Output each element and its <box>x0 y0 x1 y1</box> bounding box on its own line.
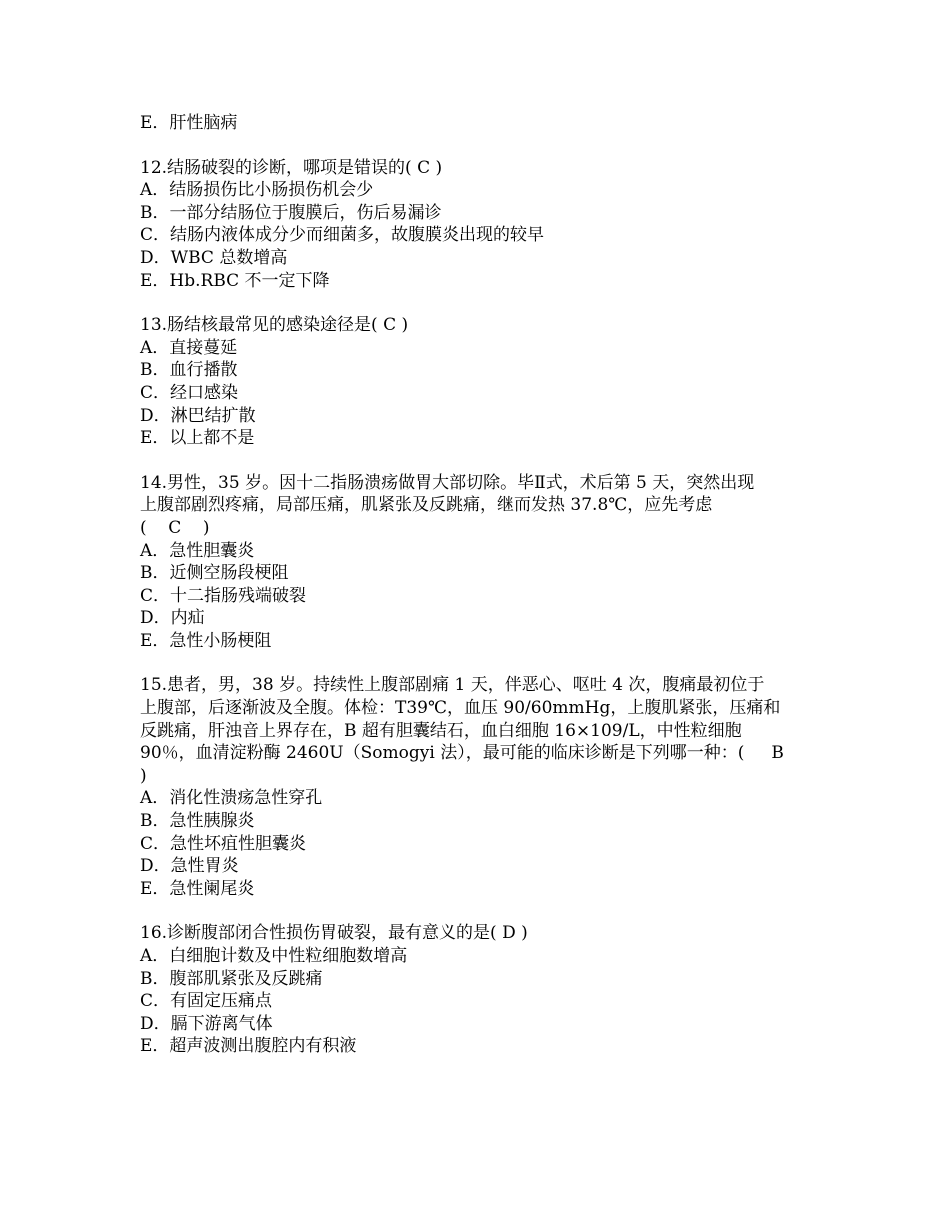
option-e: E．肝性脑病 <box>140 113 238 133</box>
option-a: A．直接蔓延 <box>140 337 238 358</box>
question-stem: 16.诊断腹部闭合性损伤胃破裂，最有意义的是( D ) <box>140 923 528 944</box>
option-d: D．急性胃炎 <box>140 856 239 877</box>
question-stem-line: 上腹部剧烈疼痛，局部压痛，肌紧张及反跳痛，继而发热 37.8℃，应先考虑 <box>140 495 713 516</box>
option-c: C．十二指肠残端破裂 <box>140 585 307 606</box>
option-b: B．腹部肌紧张及反跳痛 <box>140 968 323 989</box>
question-stem-line: 上腹部，后逐渐波及全腹。体检：T39℃，血压 90/60mmHg，上腹肌紧张，压痛和 <box>140 698 781 719</box>
option-list <box>140 540 812 653</box>
option-b: B．一部分结肠位于腹膜后，伤后易漏诊 <box>140 202 442 223</box>
option-d: D．内疝 <box>140 608 205 629</box>
question-stem-line: 反跳痛，肝浊音上界存在，B 超有胆囊结石，血白细胞 16×109/L，中性粒细胞 <box>140 720 742 741</box>
option-d: D．淋巴结扩散 <box>140 405 256 426</box>
option-a: A．消化性溃疡急性穿孔 <box>140 788 323 809</box>
question-stem-line: 14.男性，35 岁。因十二指肠溃疡做胃大部切除。毕Ⅱ式，术后第 5 天，突然出现 <box>140 472 755 493</box>
question-stem: 12.结肠破裂的诊断，哪项是错误的( C ) <box>140 157 443 178</box>
option-list <box>140 337 812 450</box>
option-a: A．白细胞计数及中性粒细胞数增高 <box>140 946 408 966</box>
question-13 <box>140 314 812 450</box>
option-a: A．结肠损伤比小肠损伤机会少 <box>140 180 374 201</box>
question-16 <box>140 922 812 1058</box>
option-e: E．以上都不是 <box>140 428 255 449</box>
question-stem-line: 15.患者，男，38 岁。持续性上腹部剧痛 1 天，伴恶心、呕吐 4 次，腹痛最初位于 <box>140 675 765 696</box>
question-stem: 13.肠结核最常见的感染途径是( C ) <box>140 315 409 336</box>
question-12 <box>140 157 812 293</box>
option-b: B．近侧空肠段梗阻 <box>140 563 289 584</box>
option-d: D．膈下游离气体 <box>140 1013 273 1034</box>
option-list <box>140 179 812 292</box>
option-e: E．急性小肠梗阻 <box>140 630 272 651</box>
question-11-tail <box>140 112 812 135</box>
option-c: C．有固定压痛点 <box>140 991 273 1012</box>
question-stem-line: ( C ) <box>140 517 210 538</box>
question-14 <box>140 472 812 653</box>
option-b: B．血行播散 <box>140 360 238 381</box>
question-stem-line: 90％，血清淀粉酶 2460U（Somogyi 法），最可能的临床诊断是下列哪一种：( B <box>140 743 784 764</box>
option-c: C．经口感染 <box>140 382 239 403</box>
option-list <box>140 787 812 900</box>
option-e: E．Hb.RBC 不一定下降 <box>140 270 330 291</box>
option-a: A．急性胆囊炎 <box>140 540 255 561</box>
option-c: C．急性坏疽性胆囊炎 <box>140 833 307 854</box>
question-15 <box>140 674 812 900</box>
option-list <box>140 945 812 1058</box>
option-e: E．急性阑尾炎 <box>140 878 255 899</box>
document-page <box>140 112 812 1058</box>
option-d: D．WBC 总数增高 <box>140 247 288 268</box>
question-stem-line: ) <box>140 765 147 786</box>
option-c: C．结肠内液体成分少而细菌多，故腹膜炎出现的较早 <box>140 225 545 246</box>
option-b: B．急性胰腺炎 <box>140 811 255 832</box>
option-e: E．超声波测出腹腔内有积液 <box>140 1036 357 1057</box>
